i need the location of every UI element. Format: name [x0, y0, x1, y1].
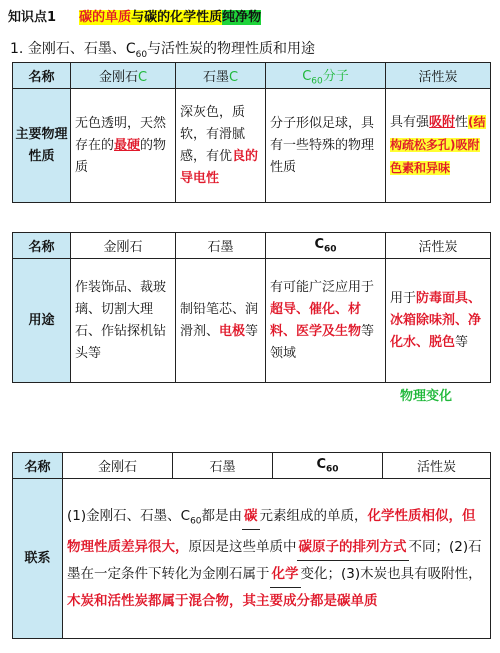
note-physical-change: 物理变化	[400, 389, 453, 404]
relationship-paragraph: (1)金刚石、石墨、$C_{60}$都是由 碳 元素组成的单质，化学性质相似，但物理性质差异很大，原因是这些单质中 碳原子的排列方式 不同；(2)石墨在一定条件下转化为金刚石属于 化学 变化；(3)木炭也具有吸附性，木炭和活性炭都属于混合物，其主要成分都是碳单质	[63, 479, 491, 639]
header-graphite: 石墨	[173, 453, 273, 479]
subtitle-text-a: . 金刚石、石墨、C	[18, 41, 136, 57]
kp-label: 知识点1	[8, 10, 57, 25]
subtitle-number: 1	[10, 41, 19, 57]
header-diamond: 金刚石	[71, 233, 176, 259]
graphite-physical: 深灰色，质软，有滑腻感，有优良的导电性	[176, 89, 266, 203]
graphite-uses: 制铅笔芯、润滑剂、电极等	[176, 259, 266, 383]
knowledge-point-title	[8, 6, 261, 25]
c60-uses: 有可能广泛应用于超导、催化、材料、医学及生物等领域	[266, 259, 386, 383]
blank-chemical: 化学	[270, 561, 301, 588]
row-label-physical: 主要物理性质	[13, 89, 71, 203]
header-c60: $C_{60}$分子	[266, 63, 386, 89]
relationship-table	[12, 452, 491, 639]
charcoal-uses: 用于防毒面具、冰箱除味剂、净化水、脱色等	[386, 259, 491, 383]
uses-table	[12, 232, 491, 383]
blank-arrangement: 碳原子的排列方式	[297, 534, 409, 561]
diamond-uses: 作装饰品、裁玻璃、切割大理石、作钻探机钻头等	[71, 259, 176, 383]
header-charcoal: 活性炭	[386, 63, 491, 89]
section-subtitle	[10, 38, 315, 60]
subtitle-sub: 60	[135, 49, 148, 60]
header-name: 名称	[13, 63, 71, 89]
header-diamond: 金刚石C	[71, 63, 176, 89]
title-green-part: 纯净物	[222, 10, 262, 25]
row-label-relationship: 联系	[13, 479, 63, 639]
title-mid-part: 与碳的化学性质	[131, 10, 223, 25]
physical-properties-table	[12, 62, 491, 203]
charcoal-physical: 具有强吸附性(结构疏松多孔)吸附色素和异味	[386, 89, 491, 203]
header-diamond: 金刚石	[63, 453, 173, 479]
header-graphite: 石墨C	[176, 63, 266, 89]
header-charcoal: 活性炭	[386, 233, 491, 259]
subtitle-text-b: 与活性炭的物理性质和用途	[147, 41, 316, 57]
blank-element: 碳	[242, 503, 260, 530]
c60-physical: 分子形似足球，具有一些特殊的物理性质	[266, 89, 386, 203]
header-graphite: 石墨	[176, 233, 266, 259]
diamond-physical: 无色透明，天然存在的最硬的物质	[71, 89, 176, 203]
header-name: 名称	[13, 453, 63, 479]
row-label-uses: 用途	[13, 259, 71, 383]
header-c60: $C_{60}$	[273, 453, 383, 479]
header-c60: $C_{60}$	[266, 233, 386, 259]
header-charcoal: 活性炭	[383, 453, 491, 479]
header-name: 名称	[13, 233, 71, 259]
title-red-part: 碳的单质	[79, 10, 132, 25]
